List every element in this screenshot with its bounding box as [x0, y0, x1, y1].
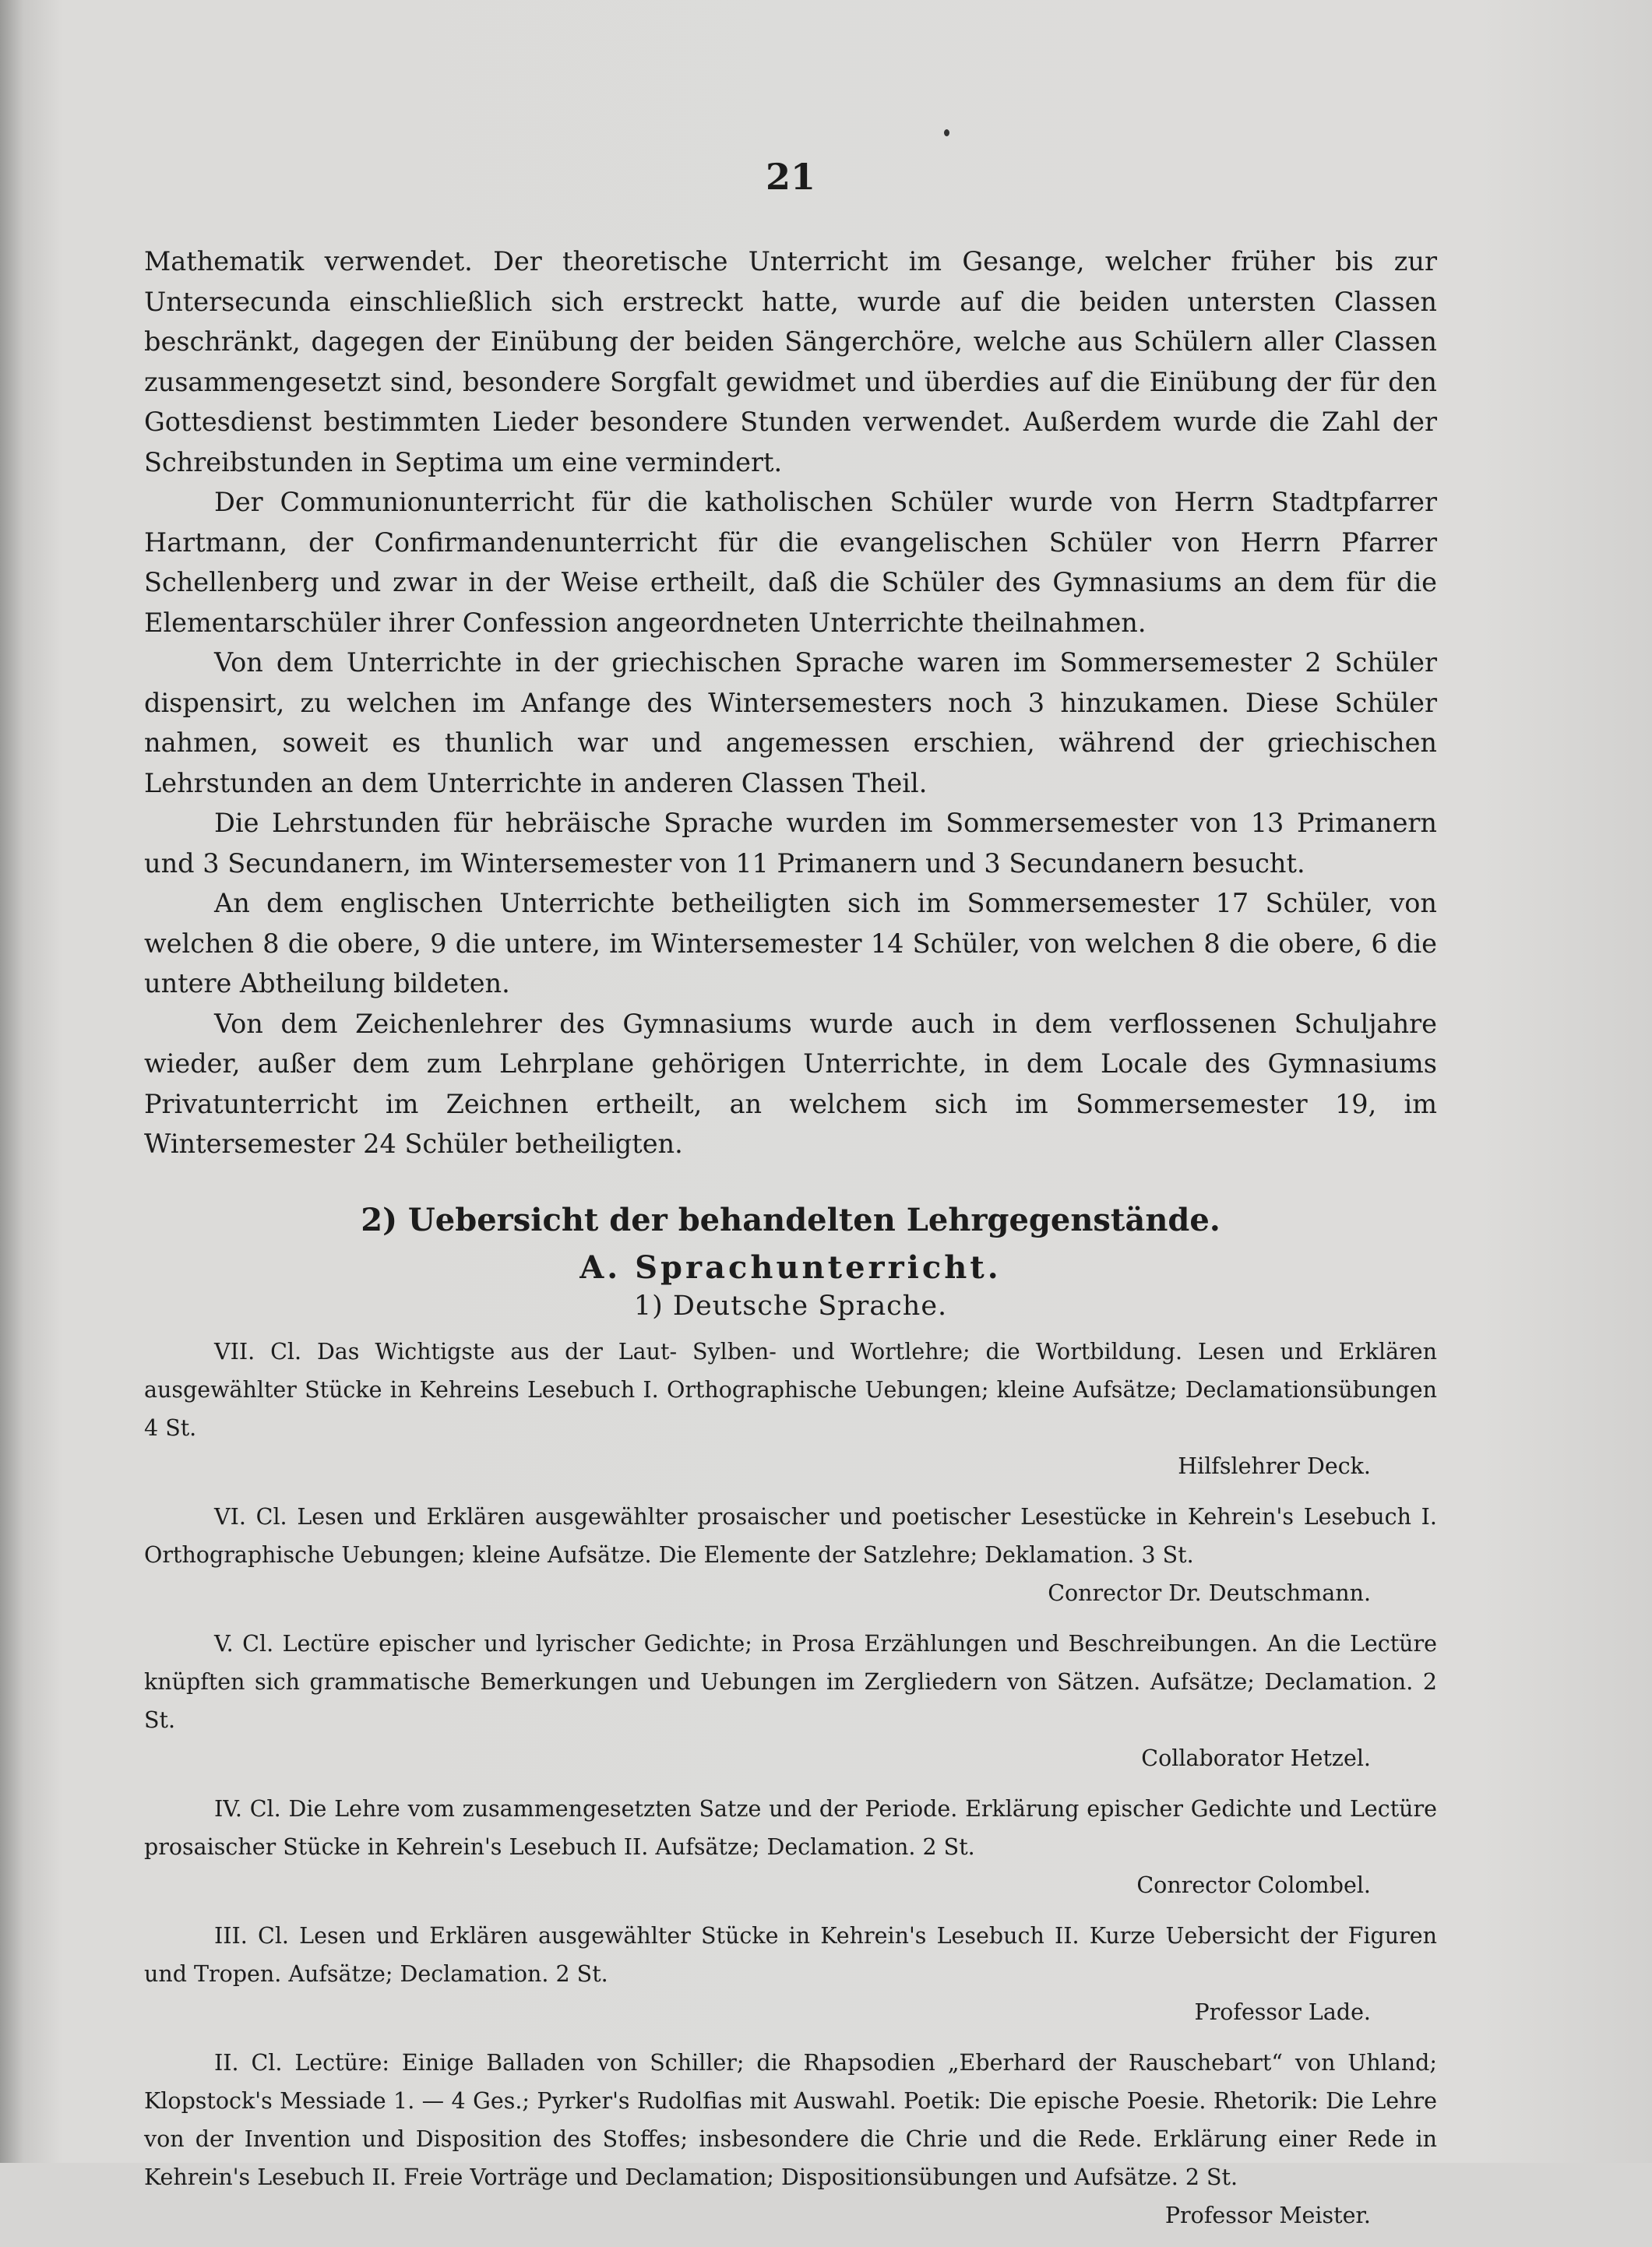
- class-entry-iv: [144, 1790, 1437, 1904]
- class-description: III. Cl. Lesen und Erklären ausgewählter Stücke in Kehrein's Lesebuch II. Kurze Uebersicht der Figuren und Tropen. Aufsätze; Declamation. 2 St.: [144, 1922, 1437, 1987]
- subsection-language-instruction: A. Sprachunterricht.: [579, 1249, 1002, 1286]
- section-title: 2) Uebersicht der behandelten Lehrgegenstände.: [361, 1201, 1221, 1238]
- class-description: VII. Cl. Das Wichtigste aus der Laut- Sylben- und Wortlehre; die Wortbildung. Lesen und Erklären ausgewählter Stücke in Kehreins Lesebuch I. Orthographische Uebungen; kleine Aufsätze; Declamationsübungen 4 St.: [144, 1338, 1437, 1441]
- class-description: II. Cl. Lectüre: Einige Balladen von Schiller; die Rhapsodien „Eberhard der Rauschebart“ von Uhland; Klopstock's Messiade 1. — 4 Ges.; Pyrker's Rudolfias mit Auswahl. Poetik: Die epische Poesie. Rhetorik: Die Lehre von der Invention und Disposition des Stoffes; insbesondere die Chrie und die Rede. Erklärung einer Rede in Kehrein's Lesebuch II. Freie Vorträge und Declamation; Dispositionsübungen und Aufsätze. 2 St.: [144, 2049, 1437, 2190]
- subsection-german-language: 1) Deutsche Sprache.: [633, 1290, 948, 1322]
- teacher-name: Professor Meister.: [1164, 2202, 1371, 2228]
- class-description: VI. Cl. Lesen und Erklären ausgewählter prosaischer und poetischer Lesestücke in Kehrein's Lesebuch I. Orthographische Uebungen; kleine Aufsätze. Die Elemente der Satzlehre; Deklamation. 3 St.: [144, 1503, 1437, 1568]
- teacher-name: Hilfslehrer Deck.: [1178, 1453, 1371, 1479]
- class-entry-ii: [144, 2044, 1437, 2235]
- class-entry-v: [144, 1625, 1437, 1777]
- class-description: V. Cl. Lectüre epischer und lyrischer Gedichte; in Prosa Erzählungen und Beschreibungen. An die Lectüre knüpften sich grammatische Bemerkungen und Uebungen im Zergliedern von Sätzen. Aufsätze; Declamation. 2 St.: [144, 1630, 1437, 1733]
- class-description: IV. Cl. Die Lehre vom zusammengesetzten Satze und der Periode. Erklärung epischer Gedichte und Lectüre prosaischer Stücke in Kehrein's Lesebuch II. Aufsätze; Declamation. 2 St.: [144, 1795, 1437, 1860]
- teacher-name: Conrector Dr. Deutschmann.: [1048, 1580, 1371, 1606]
- class-entry-vii: [144, 1333, 1437, 1485]
- teacher-name: Professor Lade.: [1194, 1999, 1371, 2025]
- paragraph-communion: Der Communionunterricht für die katholischen Schüler wurde von Herrn Stadtpfarrer Hartmann, der Confirmandenunterricht für die evangelischen Schüler von Herrn Pfarrer Schellenberg und zwar in der Weise ertheilt, daß die Schüler des Gymnasiums an dem für die Elementarschüler ihrer Confession angeordneten Unterrichte theilnahmen.: [144, 487, 1437, 638]
- teacher-name: Collaborator Hetzel.: [1141, 1745, 1371, 1771]
- paragraph-english: An dem englischen Unterrichte betheiligten sich im Sommersemester 17 Schüler, von welchen 8 die obere, 9 die untere, im Wintersemester 14 Schüler, von welchen 8 die obere, 6 die untere Abtheilung bildeten.: [144, 888, 1437, 998]
- paragraph-singing: Mathematik verwendet. Der theoretische Unterricht im Gesange, welcher früher bis zur Untersecunda einschließlich sich erstreckt hatte, wurde auf die beiden untersten Classen beschränkt, dagegen der Einübung der beiden Sängerchöre, welche aus Schülern aller Classen zusammengesetzt sind, besondere Sorgfalt gewidmet und überdies auf die Einübung der für den Gottesdienst bestimmten Lieder besondere Stunden verwendet. Außerdem wurde die Zahl der Schreibstunden in Septima um eine vermindert.: [144, 246, 1437, 477]
- class-entry-vi: [144, 1498, 1437, 1612]
- ink-speck: [944, 129, 949, 136]
- page-number: 21: [765, 156, 815, 198]
- paragraph-drawing: Von dem Zeichenlehrer des Gymnasiums wurde auch in dem verflossenen Schuljahre wieder, außer dem zum Lehrplane gehörigen Unterrichte, in dem Locale des Gymnasiums Privatunterricht im Zeichnen ertheilt, an welchem sich im Sommersemester 19, im Wintersemester 24 Schüler betheiligten.: [144, 1008, 1437, 1159]
- paragraph-hebrew: Die Lehrstunden für hebräische Sprache wurden im Sommersemester von 13 Primanern und 3 Secundanern, im Wintersemester von 11 Primanern und 3 Secundanern besucht.: [144, 808, 1437, 879]
- teacher-name: Conrector Colombel.: [1136, 1872, 1371, 1898]
- page-content: [144, 156, 1437, 2247]
- class-entry-iii: [144, 1917, 1437, 2031]
- paragraph-greek: Von dem Unterrichte in der griechischen Sprache waren im Sommersemester 2 Schüler dispensirt, zu welchen im Anfange des Wintersemesters noch 3 hinzukamen. Diese Schüler nahmen, soweit es thunlich war und angemessen erschien, während der griechischen Lehrstunden an dem Unterrichte in anderen Classen Theil.: [144, 647, 1437, 798]
